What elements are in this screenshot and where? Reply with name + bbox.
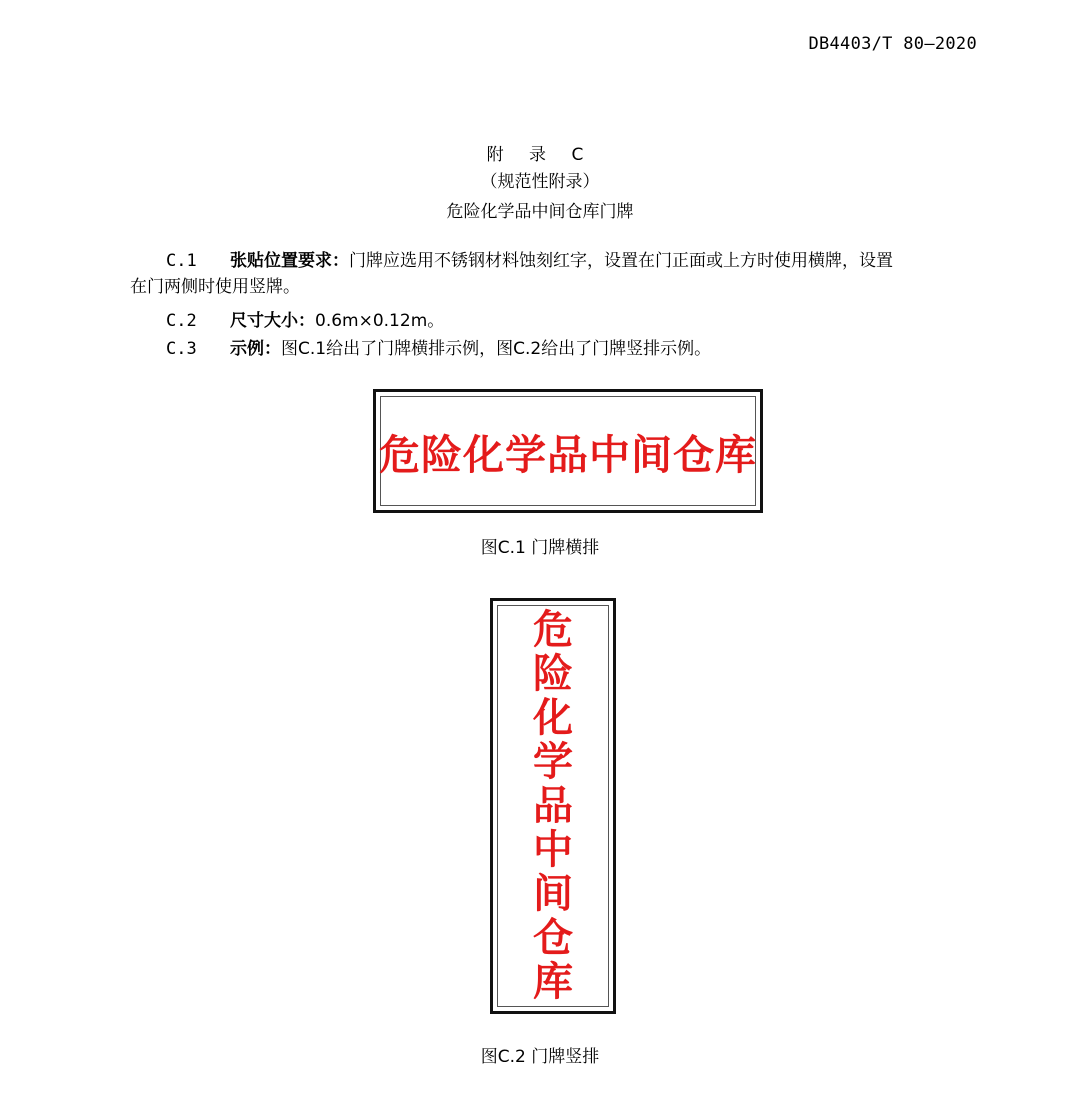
vertical-door-sign	[490, 598, 616, 1014]
clause-heading: 示例：	[230, 339, 281, 359]
clause-number: C.1	[166, 251, 197, 271]
clause-heading: 张贴位置要求：	[230, 251, 349, 271]
horizontal-sign-text: 危险化学品中间仓库	[379, 430, 757, 479]
appendix-title: 附 录 C	[486, 145, 594, 165]
clause-number: C.2	[166, 311, 197, 331]
appendix-nature: （规范性附录）	[480, 172, 600, 192]
clause-heading: 尺寸大小：	[230, 311, 315, 331]
figure-caption-c2: 图C.2 门牌竖排	[480, 1047, 600, 1067]
clause-text: 0.6m×0.12m。	[315, 311, 445, 331]
standard-number: DB4403/T 80—2020	[808, 34, 977, 54]
appendix-subject: 危险化学品中间仓库门牌	[446, 202, 634, 222]
clause-c2	[166, 308, 444, 334]
clause-c3	[166, 336, 711, 362]
clause-c1-continued: 在门两侧时使用竖牌。	[130, 277, 300, 297]
sign-inner-frame	[497, 605, 609, 1007]
clause-number: C.3	[166, 339, 197, 359]
sign-inner-frame	[380, 396, 756, 506]
vertical-sign-text: 危险化学品中间仓库	[533, 607, 573, 1005]
horizontal-door-sign	[373, 389, 763, 513]
clause-c1	[166, 248, 893, 274]
clause-text: 图C.1给出了门牌横排示例，图C.2给出了门牌竖排示例。	[281, 339, 712, 359]
clause-text: 门牌应选用不锈钢材料蚀刻红字，设置在门正面或上方时使用横牌，设置	[349, 251, 893, 271]
figure-caption-c1: 图C.1 门牌横排	[480, 538, 600, 558]
